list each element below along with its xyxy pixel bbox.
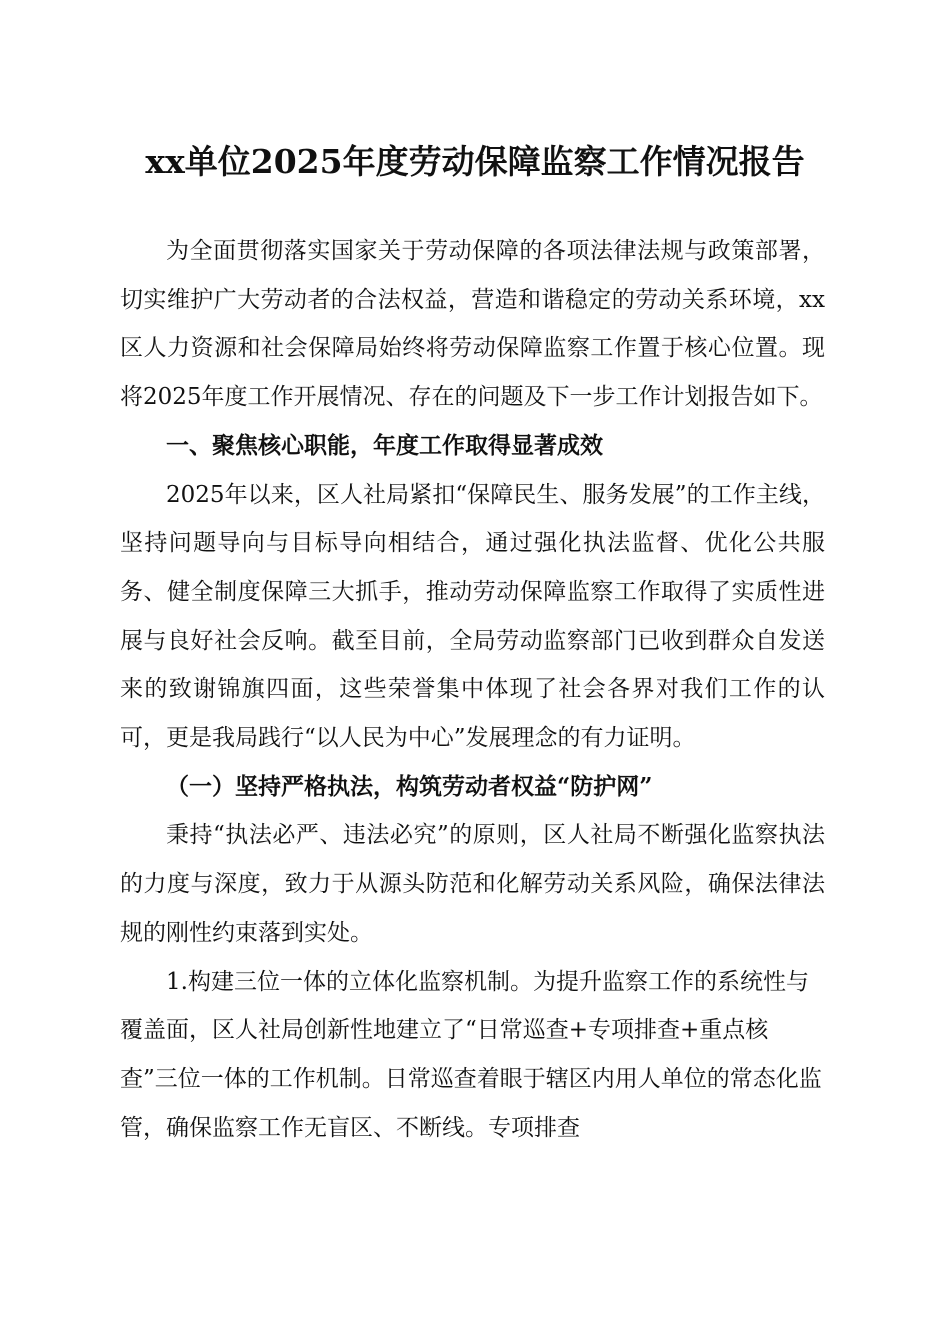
section-1-paragraph: 2025年以来，区人社局紧扣“保障民生、服务发展”的工作主线，坚持问题导向与目标导向相结合，通过强化执法监督、优化公共服务、健全制度保障三大抓手，推动劳动保障监察工作取得了实质性进展与良好社会反响。截至目前，全局劳动监察部门已收到群众自发送来的致谢锦旗四面，这些荣誉集中体现了社会各界对我们工作的认可，更是我局践行“以人民为中心”发展理念的有力证明。 — [120, 481, 825, 752]
subsection-1-paragraph: 秉持“执法必严、违法必究”的原则，区人社局不断强化监察执法的力度与深度，致力于从源头防范和化解劳动关系风险，确保法律法规的刚性约束落到实处。 — [120, 822, 825, 946]
intro-paragraph: 为全面贯彻落实国家关于劳动保障的各项法律法规与政策部署，切实维护广大劳动者的合法权益，营造和谐稳定的劳动关系环境，xx区人力资源和社会保障局始终将劳动保障监察工作置于核心位置。现将2025年度工作开展情况、存在的问题及下一步工作计划报告如下。 — [120, 238, 825, 411]
document-title: xx单位2025年度劳动保障监察工作情况报告 — [145, 142, 805, 181]
subsection-heading-1: （一）坚持严格执法，构筑劳动者权益“防护网” — [166, 772, 653, 800]
section-heading-1: 一、聚焦核心职能，年度工作取得显著成效 — [166, 432, 603, 459]
document-body — [120, 227, 825, 1152]
item-1-paragraph: 1.构建三位一体的立体化监察机制。为提升监察工作的系统性与覆盖面，区人社局创新性地建立了“日常巡查+专项排查+重点核查”三位一体的工作机制。日常巡查着眼于辖区内用人单位的常态化监管，确保监察工作无盲区、不断线。专项排查 — [120, 968, 822, 1141]
